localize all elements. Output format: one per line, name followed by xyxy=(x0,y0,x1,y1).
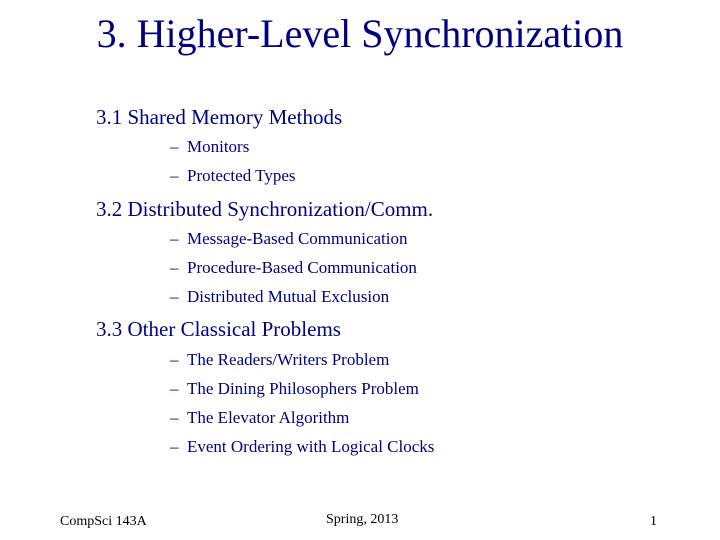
list-item-label: Message-Based Communication xyxy=(187,229,408,248)
list-item-label: The Dining Philosophers Problem xyxy=(187,379,419,398)
list-item-label: Procedure-Based Communication xyxy=(187,258,417,277)
list-item-label: Distributed Mutual Exclusion xyxy=(187,287,390,306)
bullet-dash: – xyxy=(170,379,179,398)
bullet-dash: – xyxy=(170,287,179,306)
list-item-readers-writers xyxy=(170,349,389,371)
list-item-label: Event Ordering with Logical Clocks xyxy=(187,437,435,456)
list-item-label: The Elevator Algorithm xyxy=(187,408,350,427)
slide-title: 3. Higher-Level Synchronization xyxy=(96,11,624,56)
list-item-label: Monitors xyxy=(187,137,250,156)
list-item-label: Protected Types xyxy=(187,166,296,185)
section-heading-classical-problems: 3.3 Other Classical Problems xyxy=(96,317,341,341)
footer-course: CompSci 143A xyxy=(60,514,147,529)
bullet-dash: – xyxy=(170,166,179,185)
list-item-dining-philosophers xyxy=(170,378,419,400)
list-item-mutual-exclusion xyxy=(170,286,389,308)
footer-page-number: 1 xyxy=(650,514,657,529)
bullet-dash: – xyxy=(170,437,179,456)
footer-term: Spring, 2013 xyxy=(326,512,399,527)
section-heading-shared-memory: 3.1 Shared Memory Methods xyxy=(96,105,343,129)
list-item-monitors xyxy=(170,136,249,158)
list-item-message-based xyxy=(170,228,408,250)
list-item-protected-types xyxy=(170,165,296,187)
bullet-dash: – xyxy=(170,137,179,156)
list-item-elevator-algorithm xyxy=(170,407,349,429)
list-item-logical-clocks xyxy=(170,436,434,458)
bullet-dash: – xyxy=(170,350,179,369)
bullet-dash: – xyxy=(170,258,179,277)
list-item-label: The Readers/Writers Problem xyxy=(187,350,390,369)
bullet-dash: – xyxy=(170,229,179,248)
bullet-dash: – xyxy=(170,408,179,427)
section-heading-distributed: 3.2 Distributed Synchronization/Comm. xyxy=(96,197,434,221)
list-item-procedure-based xyxy=(170,257,417,279)
